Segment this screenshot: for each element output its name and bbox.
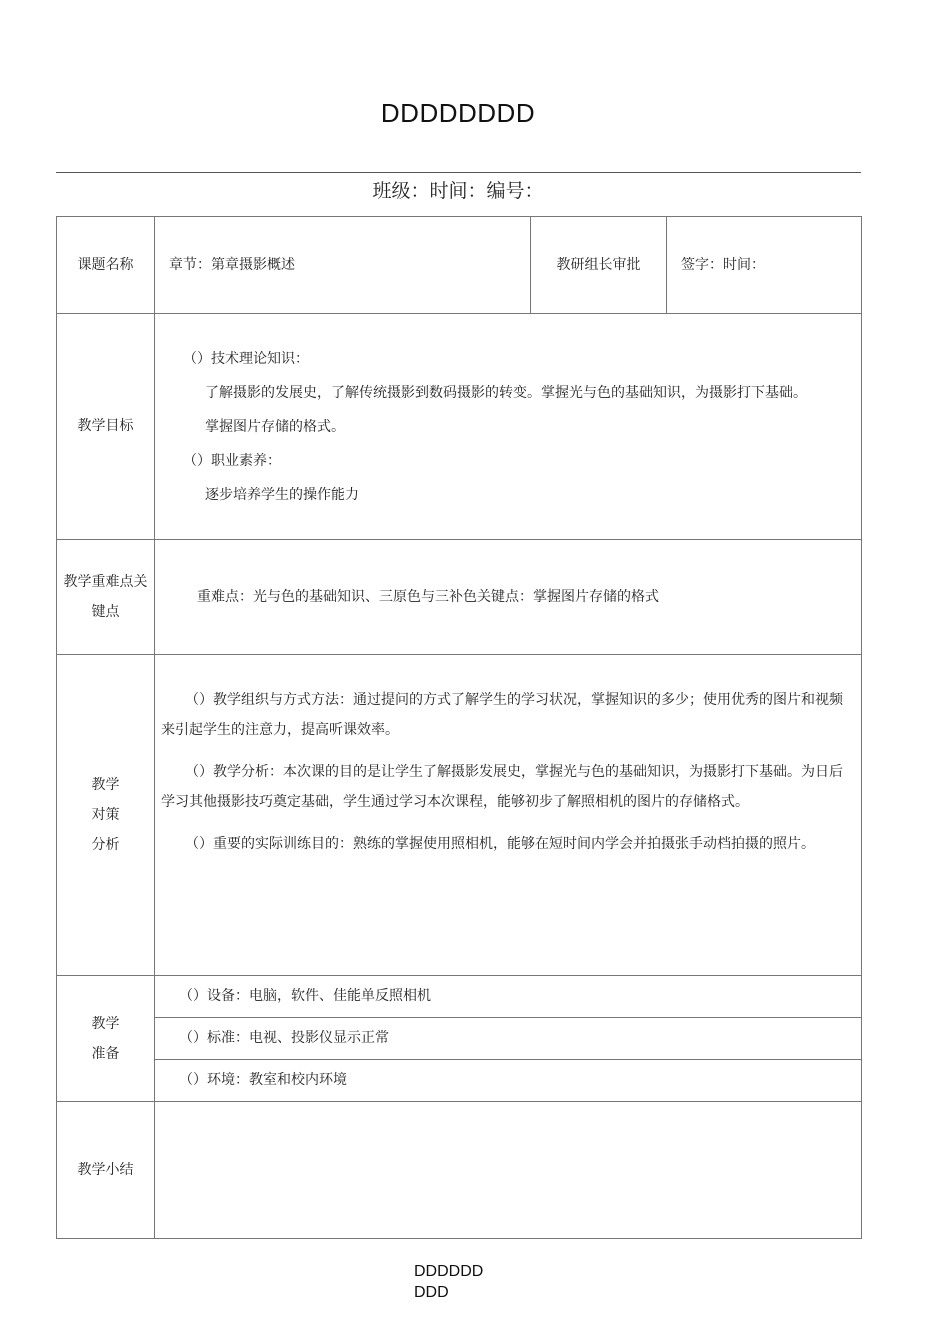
document-title: DDDDDDDD bbox=[380, 98, 536, 128]
header-rule bbox=[56, 172, 861, 173]
goal-item: 逐步培养学生的操作能力 bbox=[205, 486, 359, 503]
row-teaching-prep bbox=[57, 1018, 862, 1060]
prep-label-line: 教学 bbox=[91, 1015, 120, 1032]
goal-heading-literacy: （）职业素养： bbox=[183, 452, 281, 469]
prep-equipment: （）设备：电脑，软件、佳能单反照相机 bbox=[155, 976, 862, 1018]
page-footer bbox=[414, 1261, 483, 1303]
key-points-label bbox=[57, 540, 155, 655]
row-course-title bbox=[57, 217, 862, 314]
class-time-number-line: 班级：时间：编号： bbox=[372, 180, 544, 202]
footer-line2: DDD bbox=[414, 1284, 449, 1301]
strategy-label bbox=[57, 655, 155, 976]
row-key-points bbox=[57, 540, 862, 655]
footer-line1: DDDDDD bbox=[414, 1263, 484, 1280]
goal-item: 了解摄影的发展史，了解传统摄影到数码摄影的转变。掌握光与色的基础知识，为摄影打下基础。 bbox=[205, 384, 807, 401]
prep-label-line: 准备 bbox=[91, 1045, 120, 1062]
strategy-label-line: 分析 bbox=[91, 837, 120, 853]
teaching-summary-cell bbox=[155, 1102, 862, 1239]
row-teaching-prep bbox=[57, 1060, 862, 1102]
teaching-summary-label: 教学小结 bbox=[57, 1102, 155, 1239]
strategy-paragraph: （）教学组织与方式方法：通过提问的方式了解学生的学习状况，掌握知识的多少；使用优秀的图片和视频来引起学生的注意力，提高听课效率。 bbox=[161, 692, 843, 738]
row-strategy-analysis bbox=[57, 655, 862, 976]
strategy-label-line: 教学 bbox=[91, 777, 120, 793]
strategy-paragraph: （）教学分析：本次课的目的是让学生了解摄影发展史，掌握光与色的基础知识，为摄影打下基础。为日后学习其他摄影技巧奠定基础，学生通过学习本次课程，能够初步了解照相机的图片的存储格式。 bbox=[161, 764, 843, 810]
prep-environment: （）环境：教室和校内环境 bbox=[155, 1060, 862, 1102]
row-teaching-goals bbox=[57, 314, 862, 540]
key-points-label-line2: 键点 bbox=[91, 604, 120, 620]
signature-cell: 签字：时间： bbox=[667, 217, 862, 314]
teaching-prep-label bbox=[57, 976, 155, 1102]
strategy-paragraph: （）重要的实际训练目的：熟练的掌握使用照相机，能够在短时间内学会并拍摄张手动档拍摄的照片。 bbox=[185, 836, 815, 852]
lesson-plan-table bbox=[56, 216, 862, 1239]
goal-item: 掌握图片存储的格式。 bbox=[205, 418, 345, 435]
strategy-cell bbox=[155, 655, 862, 976]
chapter-cell: 章节：第章摄影概述 bbox=[155, 217, 531, 314]
approval-label: 教研组长审批 bbox=[531, 217, 667, 314]
key-points-cell: 重难点：光与色的基础知识、三原色与三补色关键点：掌握图片存储的格式 bbox=[155, 540, 862, 655]
prep-standard: （）标准：电视、投影仪显示正常 bbox=[155, 1018, 862, 1060]
teaching-goals-label: 教学目标 bbox=[57, 314, 155, 540]
teaching-goals-cell bbox=[155, 314, 862, 540]
course-name-label: 课题名称 bbox=[57, 217, 155, 314]
goal-heading-theory: （）技术理论知识： bbox=[183, 350, 309, 367]
strategy-label-line: 对策 bbox=[91, 807, 120, 823]
row-teaching-prep bbox=[57, 976, 862, 1018]
key-points-label-line1: 教学重难点关 bbox=[63, 574, 148, 590]
row-teaching-summary bbox=[57, 1102, 862, 1239]
